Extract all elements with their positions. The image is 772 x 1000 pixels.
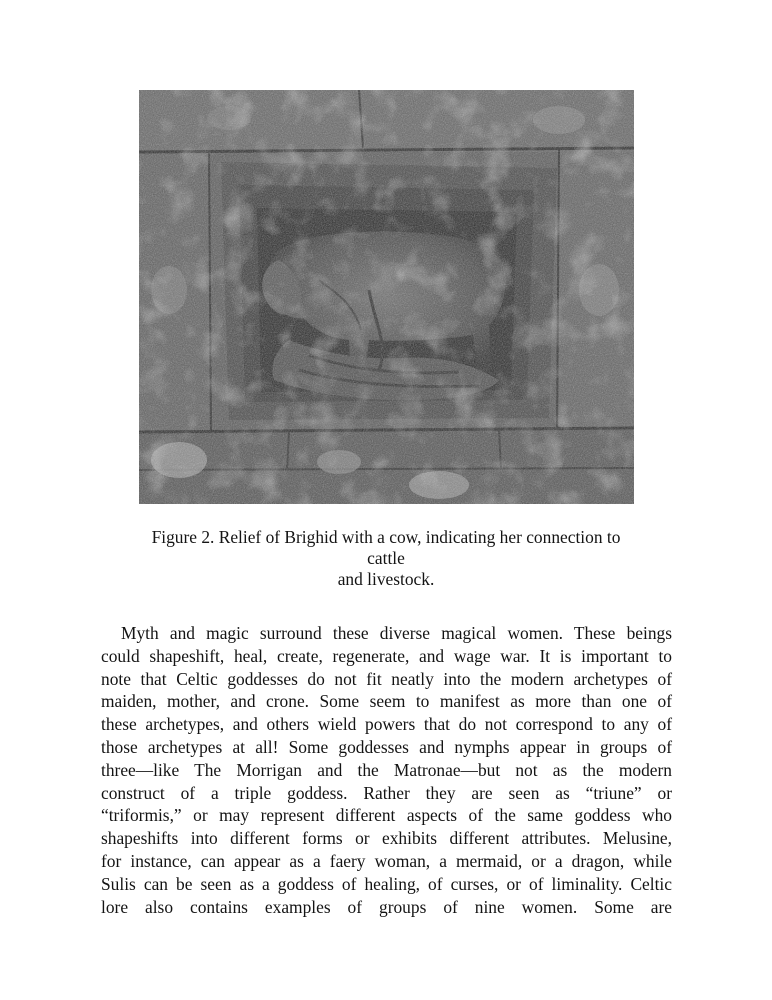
paragraph-line: Myth and magic surround these diverse magical women. These beings bbox=[121, 623, 672, 643]
caption-line: Figure 2. Relief of Brighid with a cow, indicating her connection to bbox=[151, 527, 621, 547]
paragraph-line: these archetypes, and others wield powers that do not correspond to any of bbox=[101, 714, 672, 735]
caption-line: cattle bbox=[367, 548, 405, 568]
paragraph-line: “triformis,” or may represent different aspects of the same goddess who bbox=[101, 805, 672, 826]
caption-line: and livestock. bbox=[337, 569, 435, 589]
paragraph-line: Sulis can be seen as a goddess of healing, of curses, or of liminality. Celtic bbox=[101, 873, 672, 894]
figure-caption bbox=[100, 527, 672, 590]
paragraph-line: maiden, mother, and crone. Some seem to manifest as more than one of bbox=[101, 691, 672, 712]
paragraph-line: lore also contains examples of groups of nine women. Some are bbox=[101, 896, 672, 917]
paragraph-line: for instance, can appear as a faery woman, a mermaid, or a dragon, while bbox=[101, 850, 672, 871]
paragraph-line: note that Celtic goddesses do not fit neatly into the modern archetypes of bbox=[101, 668, 672, 689]
paragraph-line: those archetypes at all! Some goddesses and nymphs appear in groups of bbox=[101, 736, 672, 757]
paragraph-line: construct of a triple goddess. Rather they are seen as “triune” or bbox=[101, 782, 672, 803]
relief-photo-drawing bbox=[139, 90, 634, 504]
body-paragraph bbox=[101, 622, 672, 918]
paragraph-line: could shapeshift, heal, create, regenerate, and wage war. It is important to bbox=[101, 645, 672, 666]
paragraph-line: shapeshifts into different forms or exhibits different attributes. Melusine, bbox=[101, 828, 672, 849]
paragraph-line: three—like The Morrigan and the Matronae—but not as the modern bbox=[101, 759, 672, 780]
relief-photo bbox=[139, 90, 634, 504]
